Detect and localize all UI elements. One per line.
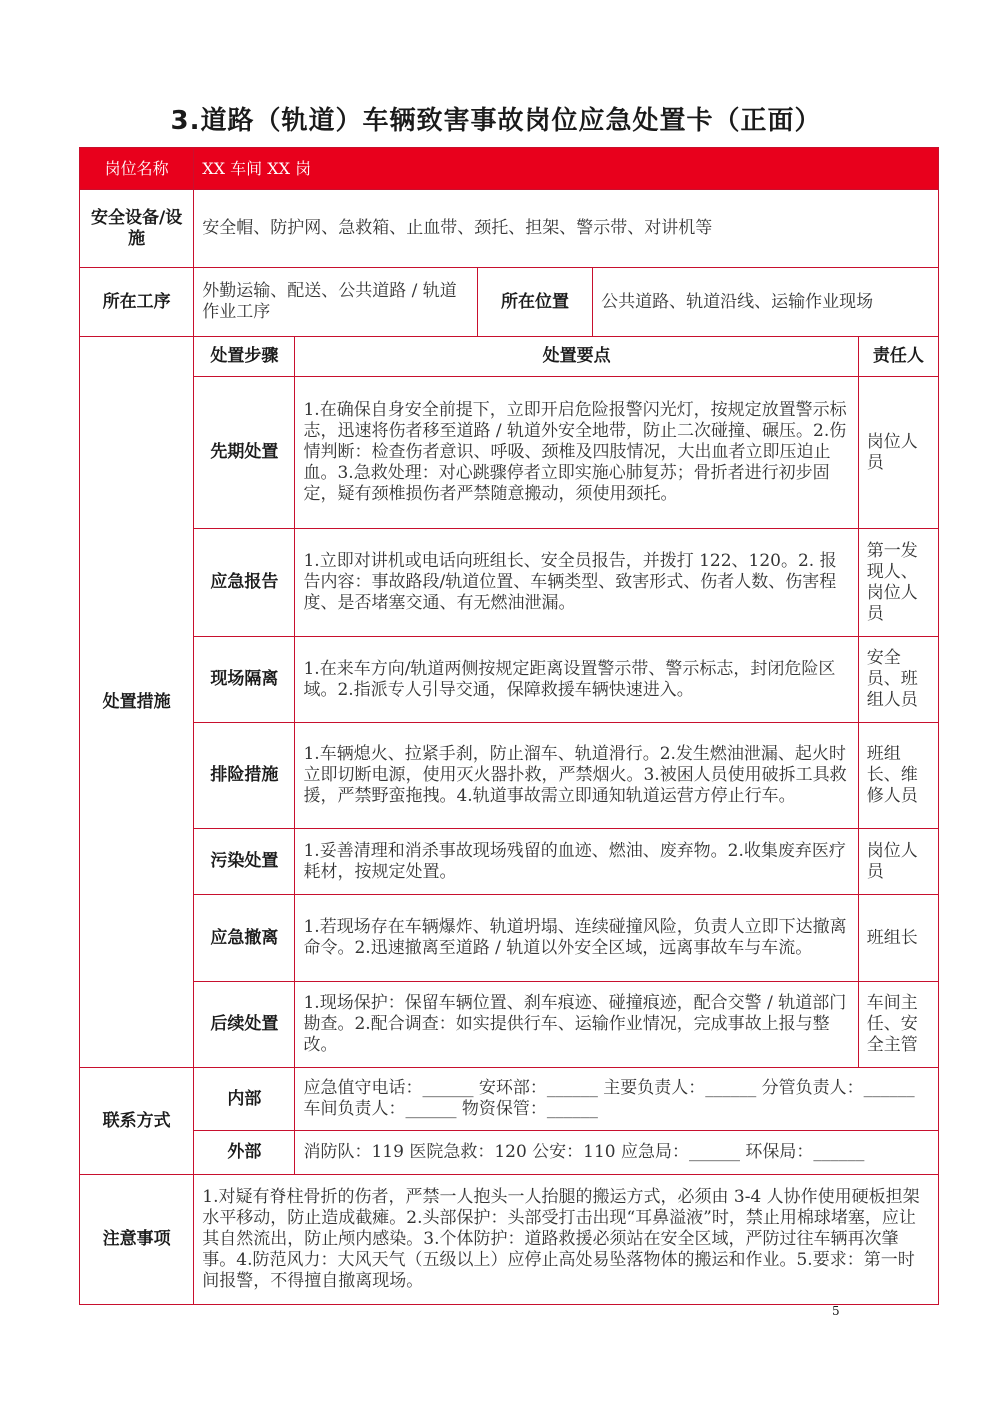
measure-step: 污染处置 xyxy=(194,829,295,895)
measure-row xyxy=(80,529,939,637)
page-number: 5 xyxy=(832,1304,840,1318)
measure-points: 1.在来车方向/轨道两侧按规定距离设置警示带、警示标志，封闭危险区域。2.指派专人引导交通，保障救援车辆快速进入。 xyxy=(295,637,858,723)
measure-row xyxy=(80,723,939,829)
process-location-row xyxy=(80,268,939,337)
emergency-card-table xyxy=(79,147,939,1305)
measure-person: 安全员、班组人员 xyxy=(858,637,938,723)
measure-step: 排险措施 xyxy=(194,723,295,829)
measure-row xyxy=(80,895,939,982)
notes-label: 注意事项 xyxy=(80,1175,194,1305)
measures-header-step: 处置步骤 xyxy=(194,337,295,377)
measure-person: 班组长 xyxy=(858,895,938,982)
notes-value: 1.对疑有脊柱骨折的伤者，严禁一人抱头一人抬腿的搬运方式，必须由 3-4 人协作使用硬板担架水平移动，防止造成截瘫。2.头部保护：头部受打击出现“耳鼻溢液”时，禁止用棉球堵塞，应让其自然流出，防止颅内感染。3.个体防护：道路救援必须站在安全区域，严防过往车辆再次肇事。4.防范风力：大风天气（五级以上）应停止高处易坠落物体的搬运和作业。5.要求：第一时间报警，不得擅自撤离现场。 xyxy=(194,1175,939,1305)
measure-person: 车间主任、安全主管 xyxy=(858,982,938,1068)
measure-step: 先期处置 xyxy=(194,377,295,529)
process-value: 外勤运输、配送、公共道路 / 轨道作业工序 xyxy=(194,268,478,337)
measures-header-points: 处置要点 xyxy=(295,337,858,377)
measures-header-row xyxy=(80,337,939,377)
contacts-internal-value: 应急值守电话：______ 安环部：______ 主要负责人：______ 分管负责人：______ 车间负责人：______ 物资保管：______ xyxy=(295,1068,939,1131)
measure-points: 1.妥善清理和消杀事故现场残留的血迹、燃油、废弃物。2.收集废弃医疗耗材，按规定处置。 xyxy=(295,829,858,895)
contacts-label: 联系方式 xyxy=(80,1068,194,1175)
measures-header-person: 责任人 xyxy=(858,337,938,377)
measure-points: 1.立即对讲机或电话向班组长、安全员报告，并拨打 122、120。2. 报告内容：事故路段/轨道位置、车辆类型、致害形式、伤者人数、伤害程度、是否堵塞交通、有无燃油泄漏。 xyxy=(295,529,858,637)
contacts-internal-label: 内部 xyxy=(194,1068,295,1131)
measure-step: 现场隔离 xyxy=(194,637,295,723)
post-row xyxy=(80,148,939,190)
measure-step: 应急报告 xyxy=(194,529,295,637)
equipment-row xyxy=(80,190,939,268)
measure-step: 后续处置 xyxy=(194,982,295,1068)
measures-label: 处置措施 xyxy=(80,337,194,1068)
post-value: XX 车间 XX 岗 xyxy=(194,148,939,190)
contacts-external-value: 消防队：119 医院急救：120 公安：110 应急局：______ 环保局：______ xyxy=(295,1131,939,1175)
measure-points: 1.若现场存在车辆爆炸、轨道坍塌、连续碰撞风险，负责人立即下达撤离命令。2.迅速撤离至道路 / 轨道以外安全区域，远离事故车与车流。 xyxy=(295,895,858,982)
contacts-internal-row xyxy=(80,1068,939,1131)
equipment-value: 安全帽、防护网、急救箱、止血带、颈托、担架、警示带、对讲机等 xyxy=(194,190,939,268)
measure-points: 1.车辆熄火、拉紧手刹，防止溜车、轨道滑行。2.发生燃油泄漏、起火时立即切断电源，使用灭火器扑救，严禁烟火。3.被困人员使用破拆工具救援，严禁野蛮拖拽。4.轨道事故需立即通知轨道运营方停止行车。 xyxy=(295,723,858,829)
process-label: 所在工序 xyxy=(80,268,194,337)
location-value: 公共道路、轨道沿线、运输作业现场 xyxy=(593,268,939,337)
page-title: 3.道路（轨道）车辆致害事故岗位应急处置卡（正面） xyxy=(170,106,822,136)
equipment-label: 安全设备/设施 xyxy=(80,190,194,268)
measure-points: 1.现场保护：保留车辆位置、刹车痕迹、碰撞痕迹，配合交警 / 轨道部门勘查。2.配合调查：如实提供行车、运输作业情况，完成事故上报与整改。 xyxy=(295,982,858,1068)
measure-row xyxy=(80,829,939,895)
measure-step: 应急撤离 xyxy=(194,895,295,982)
location-label: 所在位置 xyxy=(477,268,592,337)
measure-person: 岗位人员 xyxy=(858,829,938,895)
notes-row xyxy=(80,1175,939,1305)
measure-row xyxy=(80,377,939,529)
measure-person: 班组长、维修人员 xyxy=(858,723,938,829)
contacts-external-row xyxy=(80,1131,939,1175)
measure-row xyxy=(80,637,939,723)
measure-row xyxy=(80,982,939,1068)
contacts-external-label: 外部 xyxy=(194,1131,295,1175)
measure-person: 岗位人员 xyxy=(858,377,938,529)
measure-points: 1.在确保自身安全前提下，立即开启危险报警闪光灯，按规定放置警示标志，迅速将伤者移至道路 / 轨道外安全地带，防止二次碰撞、碾压。2.伤情判断：检查伤者意识、呼吸、颈椎及四肢情况，大出血者立即压迫止血。3.急救处理：对心跳骤停者立即实施心肺复苏；骨折者进行初步固定，疑有颈椎损伤者严禁随意搬动，须使用颈托。 xyxy=(295,377,858,529)
post-label: 岗位名称 xyxy=(80,148,194,190)
measure-person: 第一发现人、岗位人员 xyxy=(858,529,938,637)
